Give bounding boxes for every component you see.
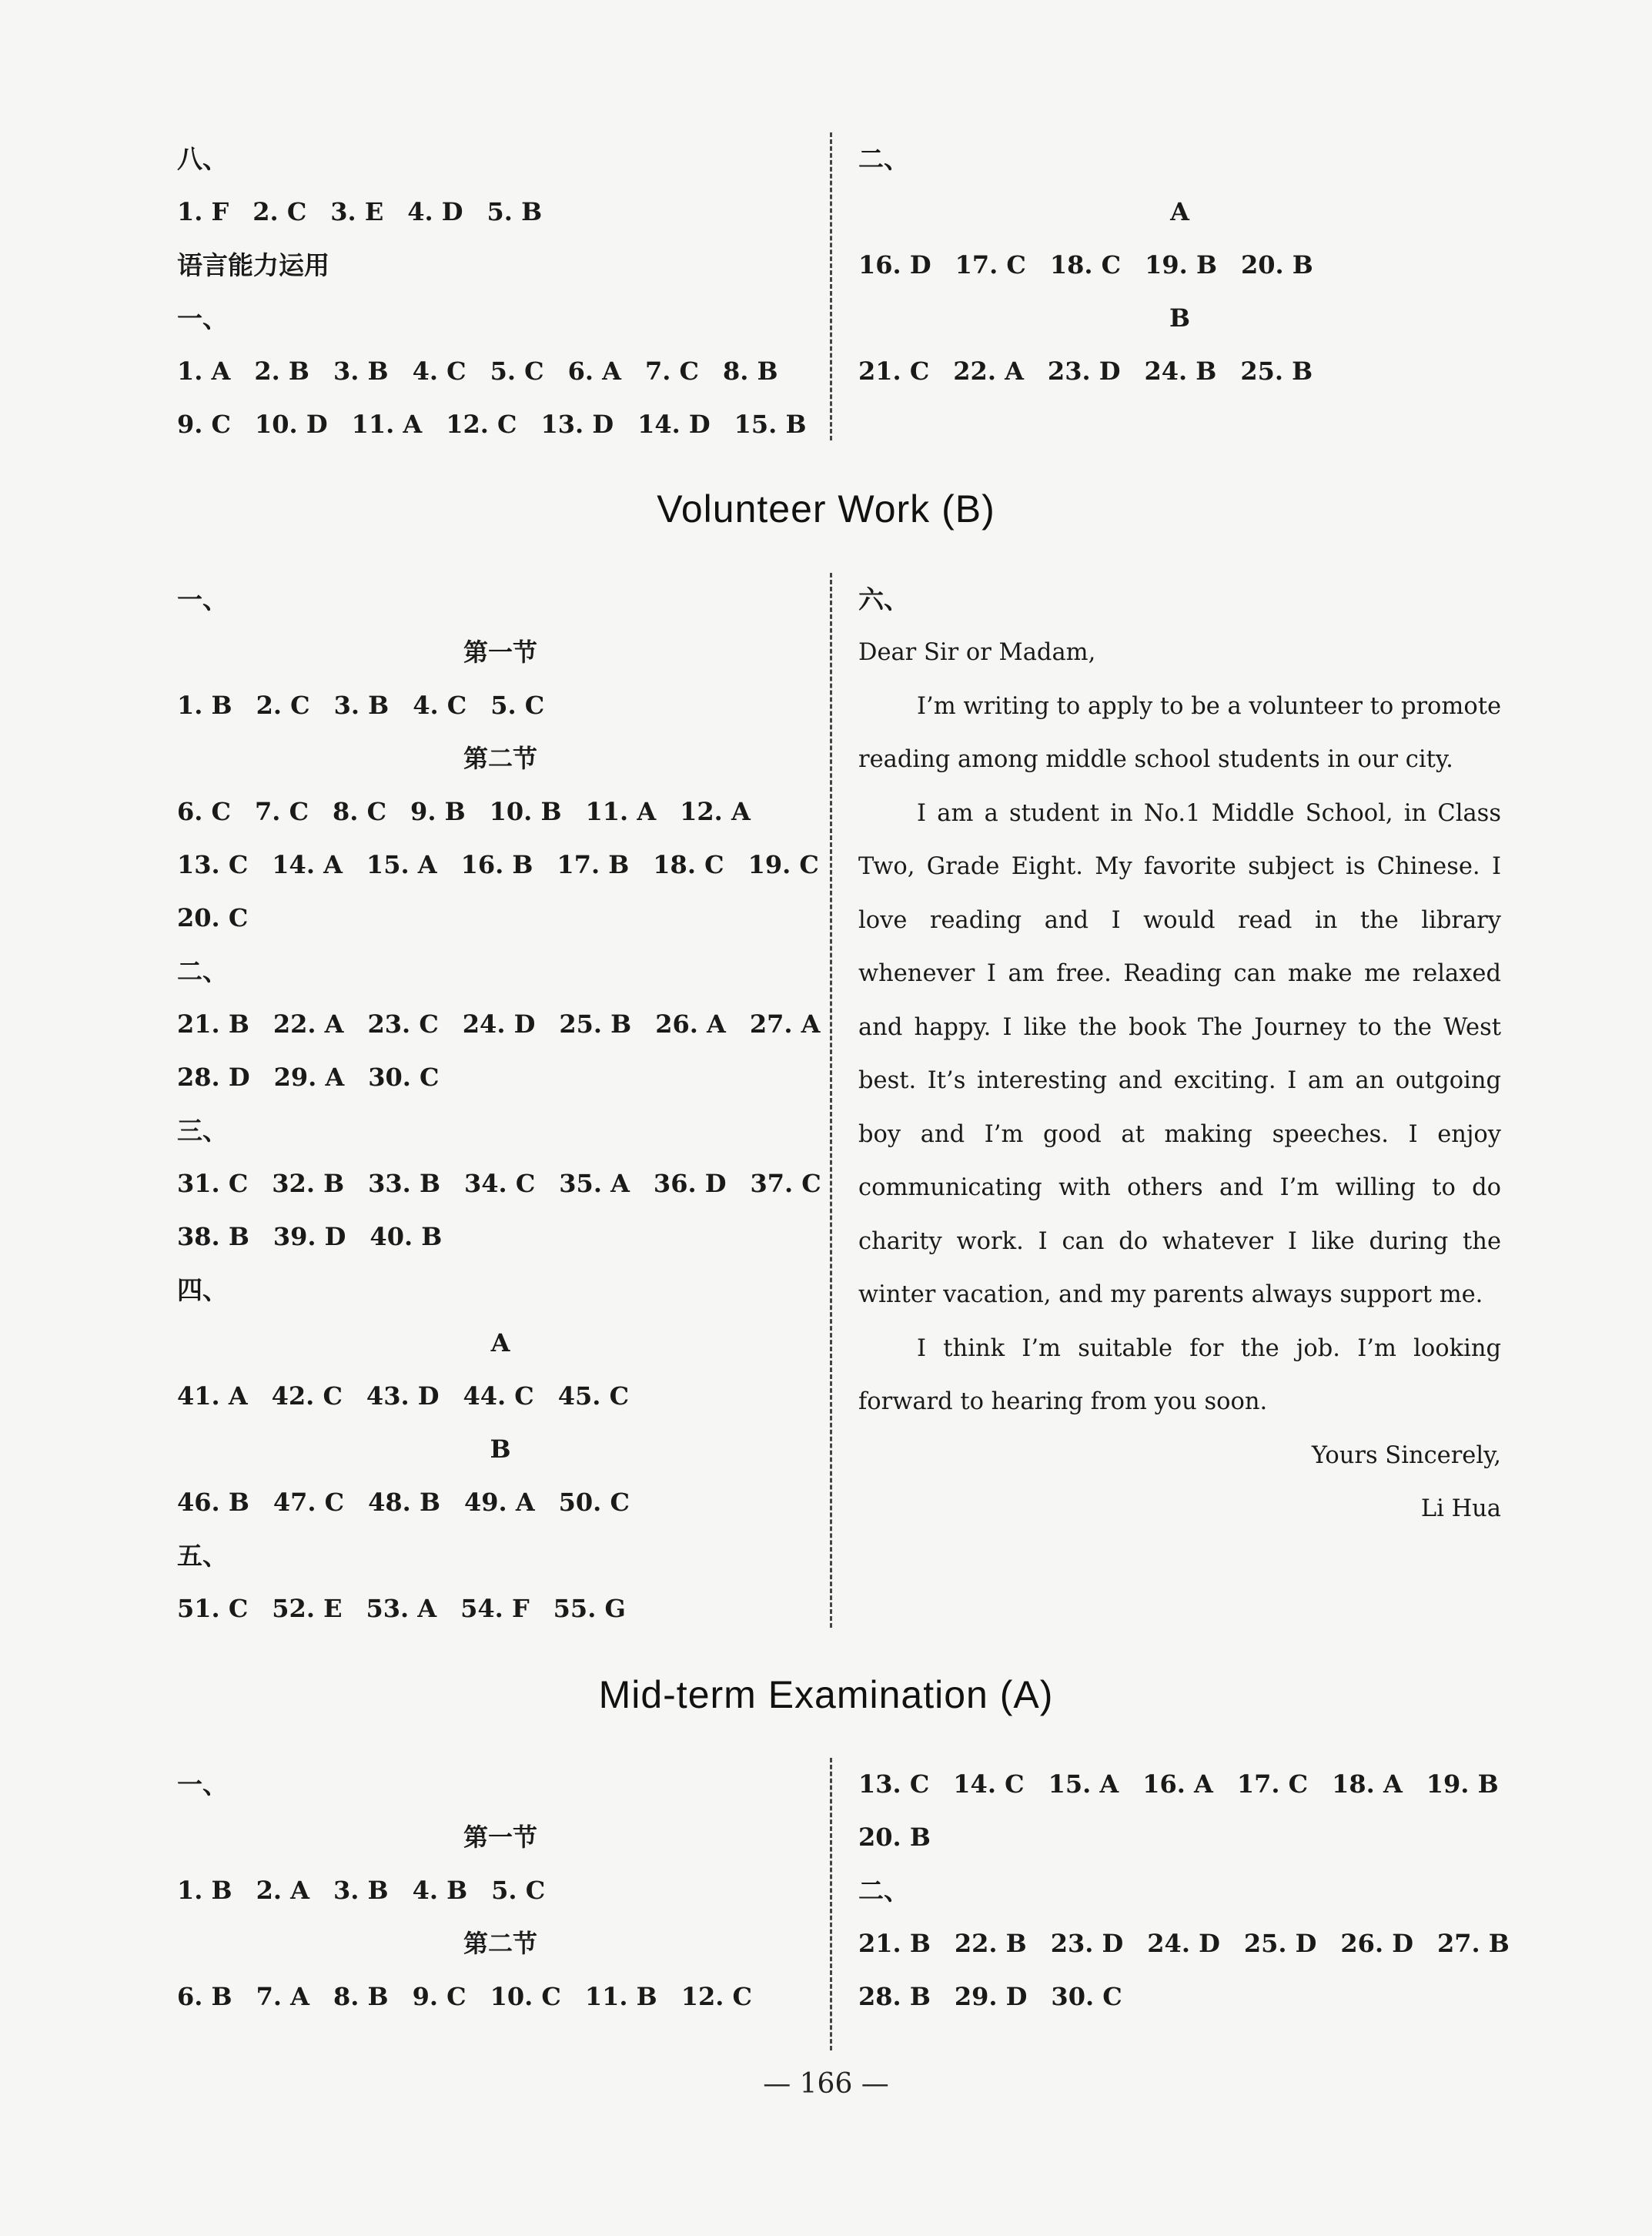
answer-row (177, 398, 824, 451)
answer-item: 8. B (722, 356, 778, 386)
answer-item: 1. F (177, 197, 229, 226)
right-column (858, 1758, 1510, 2023)
answer-item: 23. C (367, 1009, 439, 1039)
left-column (177, 573, 824, 1635)
answer-item: 55. G (553, 1594, 626, 1623)
answer-item: 3. E (330, 197, 384, 226)
answer-item: 28. B (858, 1982, 931, 2011)
answer-item: 2. C (252, 197, 307, 226)
section-heading: 二、 (177, 956, 228, 986)
letter-line: forward to hearing from you soon. (858, 1388, 1268, 1415)
answer-item: 20. B (858, 1823, 931, 1852)
answer-item: 18. C (1049, 250, 1122, 280)
answer-item: 18. C (653, 850, 724, 879)
letter-body (858, 626, 1501, 1536)
answer-item: 21. C (858, 356, 930, 386)
answer-item: 4. C (413, 691, 467, 720)
subsection-label: 第二节 (463, 744, 537, 773)
answer-item: 13. C (177, 850, 249, 879)
answer-item: 50. C (558, 1488, 630, 1517)
answer-item: 21. B (858, 1929, 931, 1958)
answer-item: 4. B (412, 1876, 468, 1905)
answer-item: 3. B (333, 356, 389, 386)
volunteer-work-title: Volunteer Work (B) (657, 487, 995, 531)
answer-item: 27. A (749, 1009, 821, 1039)
subsection-label: B (1169, 303, 1191, 333)
answer-item: 3. B (333, 691, 390, 720)
subsection-label: B (490, 1434, 511, 1464)
letter-line: Dear Sir or Madam, (858, 639, 1096, 666)
answer-item: 21. B (177, 1009, 249, 1039)
answer-item: 33. B (368, 1169, 440, 1198)
answer-item: 15. B (734, 410, 807, 439)
answer-item: 11. A (351, 410, 423, 439)
section-heading: 八、 (177, 144, 228, 174)
answer-item: 54. F (460, 1594, 530, 1623)
answer-item: 1. A (177, 356, 231, 386)
answer-row (177, 679, 824, 732)
answer-item: 29. A (273, 1063, 345, 1092)
letter-line: love reading and I would read in the library (858, 906, 1501, 934)
answer-item: 14. D (637, 410, 711, 439)
letter-line: I am a student in No.1 Middle School, in Class (917, 799, 1501, 827)
midterm-exam-title: Mid-term Examination (A) (598, 1673, 1054, 1716)
subsection-label: A (1170, 197, 1189, 226)
section-heading: 五、 (177, 1541, 228, 1571)
answer-item: 2. B (254, 356, 309, 386)
answer-row (177, 345, 824, 398)
answer-item: 25. B (559, 1009, 632, 1039)
answer-row (858, 345, 1501, 398)
answer-row (858, 239, 1501, 292)
answer-item: 40. B (370, 1222, 443, 1251)
section-heading: 四、 (177, 1275, 228, 1305)
answer-row (858, 1758, 1501, 1811)
answer-item: 30. C (368, 1063, 440, 1092)
answer-item: 20. B (1240, 250, 1313, 280)
answer-row (177, 998, 824, 1051)
answer-row (177, 186, 824, 239)
answer-row (177, 1970, 824, 2023)
answer-item: 6. A (567, 356, 621, 386)
answer-item: 52. E (272, 1594, 343, 1623)
answer-item: 2. A (256, 1876, 309, 1905)
answer-item: 38. B (177, 1222, 249, 1251)
left-column (177, 1758, 824, 2023)
answer-item: 2. C (256, 691, 310, 720)
subsection-label: A (490, 1328, 510, 1357)
answer-item: 6. B (177, 1982, 232, 2011)
answer-item: 7. A (256, 1982, 309, 2011)
column-divider (830, 1758, 832, 2050)
answer-item: 11. B (584, 1982, 657, 2011)
column-divider (830, 573, 832, 1628)
answer-row (177, 1864, 824, 1917)
answer-item: 12. C (446, 410, 517, 439)
answer-item: 17. C (955, 250, 1026, 280)
letter-line: reading among middle school students in our city. (858, 746, 1453, 773)
answer-item: 19. B (1426, 1769, 1499, 1799)
answer-item: 51. C (177, 1594, 249, 1623)
answer-item: 4. D (407, 197, 463, 226)
answer-item: 27. B (1436, 1929, 1510, 1958)
answer-item: 22. A (953, 356, 1024, 386)
section-heading: 语言能力运用 (177, 250, 329, 280)
answer-item: 5. C (491, 1876, 546, 1905)
answer-item: 24. D (1147, 1929, 1220, 1958)
answer-item: 10. D (255, 410, 328, 439)
letter-line: I’m writing to apply to be a volunteer to promote (917, 692, 1502, 720)
answer-item: 14. A (272, 850, 343, 879)
answer-item: 24. B (1144, 356, 1217, 386)
answer-item: 36. D (653, 1169, 727, 1198)
letter-line: boy and I’m good at making speeches. I enjoy (858, 1120, 1501, 1148)
answer-item: 37. C (750, 1169, 821, 1198)
answer-row (177, 785, 824, 838)
answer-item: 34. C (464, 1169, 536, 1198)
answer-row (177, 838, 824, 892)
answer-item: 11. A (585, 797, 657, 826)
answer-item: 16. B (460, 850, 533, 879)
section-heading: 一、 (177, 303, 228, 333)
answer-item: 26. A (655, 1009, 726, 1039)
answer-item: 47. C (273, 1488, 345, 1517)
answer-item: 13. D (540, 410, 614, 439)
answer-item: 48. B (368, 1488, 440, 1517)
answer-item: 28. D (177, 1063, 250, 1092)
answer-item: 41. A (177, 1381, 248, 1411)
letter-line: Two, Grade Eight. My favorite subject is Chinese. I (858, 853, 1501, 880)
answer-item: 17. C (1236, 1769, 1309, 1799)
answer-item: 23. D (1050, 1929, 1124, 1958)
answer-item: 32. B (272, 1169, 345, 1198)
answer-row (858, 1917, 1510, 1970)
answer-item: 8. B (333, 1982, 389, 2011)
answer-item: 12. C (681, 1982, 752, 2011)
answer-item: 42. C (271, 1381, 343, 1411)
answer-item: 22. B (954, 1929, 1027, 1958)
page-number: — 166 — (763, 2068, 889, 2100)
answer-item: 7. C (255, 797, 309, 826)
answer-item: 25. B (1240, 356, 1313, 386)
answer-item: 10. C (490, 1982, 561, 2011)
answer-item: 46. B (177, 1488, 249, 1517)
left-column (177, 132, 824, 451)
section-heading: 一、 (177, 584, 228, 614)
answer-row (858, 1811, 1501, 1864)
answer-item: 9. C (412, 1982, 467, 2011)
letter-line: best. It’s interesting and exciting. I am an outgoing (858, 1067, 1501, 1094)
answer-item: 15. A (366, 850, 437, 879)
section-heading: 三、 (177, 1116, 228, 1146)
answer-item: 35. A (559, 1169, 630, 1198)
answer-item: 10. B (489, 797, 562, 826)
letter-line: charity work. I can do whatever I like during the (858, 1227, 1501, 1255)
right-column (858, 132, 1501, 398)
answer-item: 16. D (858, 250, 931, 280)
answer-row (177, 1582, 824, 1635)
answer-item: 39. D (273, 1222, 346, 1251)
answer-item: 4. C (412, 356, 467, 386)
answer-item: 29. D (954, 1982, 1028, 2011)
answer-row (177, 1210, 824, 1264)
letter-line: Yours Sincerely, (1311, 1441, 1501, 1469)
answer-item: 23. D (1047, 356, 1121, 386)
answer-item: 1. B (177, 1876, 232, 1905)
answer-item: 7. C (644, 356, 699, 386)
answer-item: 24. D (462, 1009, 536, 1039)
answer-item: 20. C (177, 903, 249, 932)
answer-item: 8. C (333, 797, 387, 826)
answer-item: 15. A (1048, 1769, 1119, 1799)
answer-item: 5. C (490, 356, 544, 386)
answer-item: 43. D (366, 1381, 440, 1411)
answer-item: 13. C (858, 1769, 930, 1799)
answer-item: 17. B (557, 850, 630, 879)
right-column (858, 573, 1501, 1536)
answer-row (177, 1476, 824, 1529)
answer-item: 22. A (273, 1009, 344, 1039)
letter-line: I think I’m suitable for the job. I’m looking (917, 1334, 1501, 1362)
subsection-label: 第二节 (463, 1929, 537, 1958)
answer-item: 45. C (557, 1381, 630, 1411)
letter-line: and happy. I like the book The Journey to the West (858, 1013, 1501, 1041)
column-divider (830, 132, 832, 440)
subsection-label: 第一节 (463, 638, 537, 667)
answer-item: 26. D (1340, 1929, 1413, 1958)
answer-item: 25. D (1243, 1929, 1317, 1958)
answer-item: 31. C (177, 1169, 249, 1198)
answer-row (177, 1370, 824, 1423)
letter-line: winter vacation, and my parents always support me. (858, 1281, 1483, 1308)
answer-row (858, 1970, 1501, 2023)
answer-item: 19. B (1145, 250, 1217, 280)
answer-item: 9. C (177, 410, 232, 439)
answer-item: 18. A (1332, 1769, 1403, 1799)
answer-item: 19. C (747, 850, 819, 879)
answer-row (177, 892, 824, 945)
answer-item: 3. B (333, 1876, 389, 1905)
answer-item: 14. C (953, 1769, 1025, 1799)
answer-item: 1. B (177, 691, 232, 720)
letter-line: Li Hua (1420, 1495, 1501, 1522)
answer-row (177, 1051, 824, 1104)
answer-item: 30. C (1051, 1982, 1122, 2011)
answer-item: 5. C (490, 691, 545, 720)
answer-item: 49. A (464, 1488, 535, 1517)
answer-item: 53. A (366, 1594, 437, 1623)
answer-item: 44. C (463, 1381, 534, 1411)
section-heading: 六、 (858, 584, 909, 614)
letter-line: whenever I am free. Reading can make me relaxed (858, 960, 1501, 987)
section-heading: 一、 (177, 1769, 228, 1799)
answer-item: 12. A (680, 797, 751, 826)
answer-row (177, 1157, 824, 1210)
answer-item: 6. C (177, 797, 232, 826)
letter-line: communicating with others and I’m willing to do (858, 1174, 1501, 1201)
section-heading: 二、 (858, 1876, 909, 1906)
subsection-label: 第一节 (463, 1823, 537, 1852)
section-heading: 二、 (858, 144, 909, 174)
answer-item: 9. B (410, 797, 466, 826)
answer-item: 16. A (1142, 1769, 1213, 1799)
answer-item: 5. B (487, 197, 543, 226)
